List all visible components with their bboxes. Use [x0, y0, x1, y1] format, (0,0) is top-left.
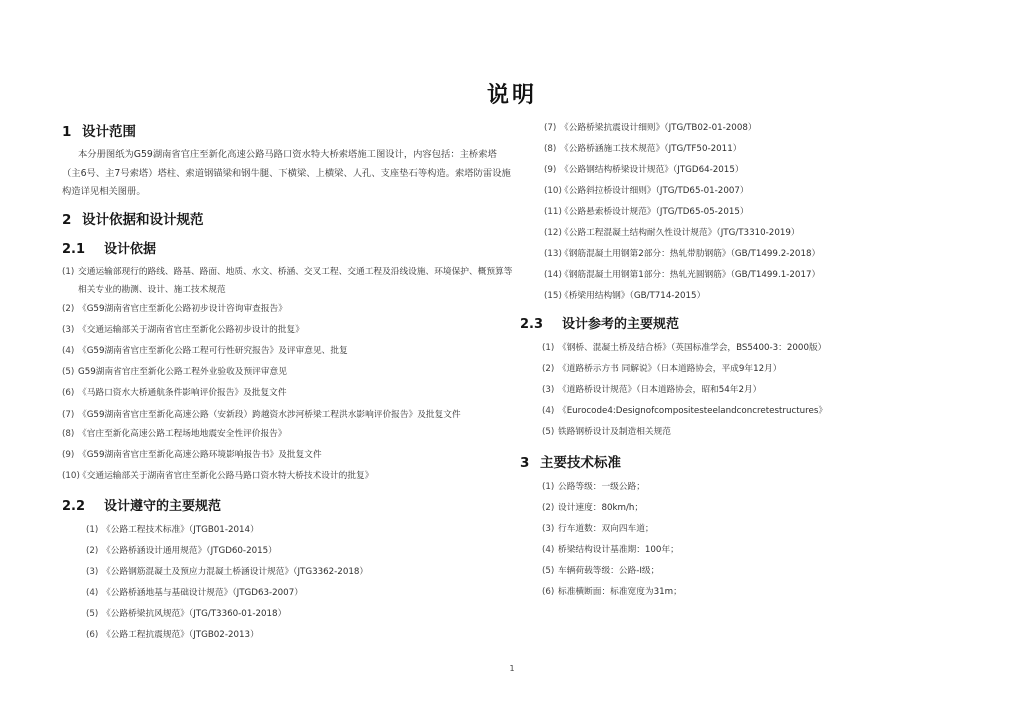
list-marker: (6): [86, 629, 99, 640]
list-item: [544, 202, 960, 223]
list-item-text: 《G59湖南省官庄至新化公路工程可行性研究报告》及评审意见、批复: [78, 345, 348, 356]
list-item-text: G59湖南省官庄至新化公路工程外业验收及预评审意见: [78, 366, 287, 377]
list-item-text: 《钢桥、混凝土桥及结合桥》（英国标准学会，BS5400-3：2000版）: [558, 343, 827, 353]
list-item-text: 车辆荷载等级：公路-I级；: [558, 566, 660, 576]
list-item-text: 《公路工程抗震规范》（JTGB02-2013）: [102, 629, 259, 640]
list-item-text: 设计速度：80km/h；: [558, 503, 644, 513]
list-item: [542, 561, 960, 582]
list-item: [62, 299, 514, 320]
list-item-text: 《钢筋混凝土用钢第1部分：热轧光圆钢筋》（GB/T1499.1-2017）: [560, 270, 821, 280]
list-item: [544, 139, 960, 160]
section-2-number: 2: [62, 211, 72, 228]
list-item: [62, 466, 514, 487]
list-item-text: 《公路桥梁抗风规范》（JTG/T3360-01-2018）: [102, 608, 287, 619]
section-3-number: 3: [520, 455, 530, 471]
section-1-paragraph: 本分册图纸为G59湖南省官庄至新化高速公路马路口资水特大桥索塔施工图设计，内容包括：主桥索塔（主6号、主7号索塔）塔柱、索道钢锚梁和钢牛腿、下横梁、上横梁、人孔、支座垫石等构造。索塔防雷设施构造详见相关图册。: [62, 149, 511, 197]
list-marker: (15): [544, 291, 562, 301]
left-column: [62, 112, 514, 646]
list-marker: (8): [62, 428, 75, 439]
section-2-2-title: 设计遵守的主要规范: [104, 498, 222, 514]
list-item-text: 《公路桥梁抗震设计细则》（JTG/TB02-01-2008）: [560, 123, 757, 133]
list-marker: (2): [86, 545, 99, 556]
section-2-heading: [62, 208, 514, 228]
list-marker: (5): [542, 427, 555, 437]
list-item: [544, 160, 960, 181]
list-item: [86, 604, 514, 625]
list-marker: (3): [86, 566, 99, 577]
list-marker: (1): [542, 482, 555, 492]
list-item-text: 《Eurocode4:Designofcompositesteelandconcretestructures》: [558, 406, 828, 416]
list-item: [62, 320, 514, 341]
standards-list-right: [520, 118, 960, 307]
section-2-3-number: 2.3: [520, 317, 544, 332]
list-item: [542, 477, 960, 498]
reference-list: [520, 338, 960, 443]
list-item-text: 《桥梁用结构钢》（GB/T714-2015）: [560, 291, 706, 301]
list-marker: (9): [544, 165, 557, 175]
list-item: [62, 341, 514, 362]
list-marker: (2): [542, 364, 555, 374]
list-item-text: 《道路桥设计规范》（日本道路协会，昭和54年2月）: [558, 385, 762, 395]
list-item-text: 《交通运输部关于湖南省官庄至新化公路初步设计的批复》: [78, 324, 304, 335]
section-2-3-heading: [520, 313, 960, 332]
list-item: [544, 286, 960, 307]
list-marker: (4): [62, 345, 75, 356]
list-marker: (6): [62, 387, 75, 398]
list-item-text: 标准横断面：标准宽度为31m；: [558, 587, 682, 597]
list-item-text: 《公路工程技术标准》（JTGB01-2014）: [102, 524, 259, 535]
list-item: [544, 181, 960, 202]
list-item: [544, 244, 960, 265]
section-2-1-title: 设计依据: [104, 241, 157, 257]
list-marker: (1): [542, 343, 555, 353]
list-marker: (13): [544, 249, 562, 259]
list-item: [62, 362, 514, 383]
list-marker: (9): [62, 449, 75, 460]
list-item: [86, 625, 514, 646]
list-marker: (12): [544, 228, 562, 238]
list-item-text: 《钢筋混凝土用钢第2部分：热轧带肋钢筋》（GB/T1499.2-2018）: [560, 249, 821, 259]
section-2-3-title: 设计参考的主要规范: [562, 317, 680, 332]
list-item: [544, 223, 960, 244]
list-item-text: 《公路钢结构桥梁设计规范》（JTGD64-2015）: [560, 165, 744, 175]
list-item: [542, 422, 960, 443]
list-item-text: 交通运输部现行的路线、路基、路面、地质、水文、桥涵、交叉工程、交通工程及沿线设施、环境保护、概预算等相关专业的勘测、设计、施工技术规范: [78, 266, 513, 295]
standards-list-left: [62, 520, 514, 646]
list-item: [542, 498, 960, 519]
list-item-text: 公路等级：一级公路；: [558, 482, 645, 492]
list-item-text: 《公路钢筋混凝土及预应力混凝土桥涵设计规范》（JTG3362-2018）: [102, 566, 369, 577]
list-item: [62, 406, 514, 424]
list-item-text: 《公路悬索桥设计规范》（JTG/TD65-05-2015）: [560, 207, 749, 217]
section-2-2-number: 2.2: [62, 498, 86, 514]
section-2-title: 设计依据和设计规范: [82, 211, 204, 228]
list-marker: (4): [542, 406, 555, 416]
list-marker: (4): [542, 545, 555, 555]
section-3-title: 主要技术标准: [540, 455, 621, 471]
list-item-text: 《公路工程混凝土结构耐久性设计规范》（JTG/T3310-2019）: [560, 228, 800, 238]
list-marker: (5): [86, 608, 99, 619]
list-item-text: 铁路钢桥设计及制造相关规范: [558, 427, 671, 437]
list-item-text: 《公路斜拉桥设计细则》（JTG/TD65-01-2007）: [560, 186, 749, 196]
list-item: [86, 562, 514, 583]
list-item: [542, 582, 960, 603]
list-marker: (7): [62, 409, 75, 420]
list-item-text: 《G59湖南省官庄至新化高速公路（安新段）跨越资水涉河桥梁工程洪水影响评价报告》及批复文件: [78, 409, 461, 420]
list-item-text: 《公路桥涵地基与基础设计规范》（JTGD63-2007）: [102, 587, 303, 598]
list-item: [86, 583, 514, 604]
list-item: [544, 118, 960, 139]
section-2-2-heading: [62, 495, 514, 514]
technical-standards-list: [520, 477, 960, 603]
list-marker: (5): [62, 366, 75, 377]
section-3-heading: [520, 451, 960, 471]
section-1-heading: [62, 120, 514, 140]
list-marker: (1): [62, 266, 75, 277]
list-marker: (10): [62, 470, 80, 481]
section-2-1-heading: [62, 238, 514, 257]
list-marker: (7): [544, 123, 557, 133]
list-marker: (2): [62, 303, 75, 314]
list-item-text: 行车道数：双向四车道；: [558, 524, 654, 534]
list-item: [542, 359, 960, 380]
list-marker: (14): [544, 270, 562, 280]
list-item-text: 《公路桥涵设计通用规范》（JTGD60-2015）: [102, 545, 277, 556]
page-title: 说明: [486, 83, 537, 108]
list-marker: (3): [542, 524, 555, 534]
list-item-text: 《交通运输部关于湖南省官庄至新化公路马路口资水特大桥技术设计的批复》: [78, 470, 374, 481]
list-marker: (11): [544, 207, 562, 217]
list-item-text: 《道路桥示方书 同解说》（日本道路协会，平成9年12月）: [558, 364, 782, 374]
list-marker: (2): [542, 503, 555, 513]
list-item: [62, 383, 514, 404]
list-marker: (4): [86, 587, 99, 598]
list-marker: (3): [62, 324, 75, 335]
list-item: [542, 540, 960, 561]
list-marker: (8): [544, 144, 557, 154]
list-marker: (5): [542, 566, 555, 576]
list-marker: (6): [542, 587, 555, 597]
list-item: [86, 541, 514, 562]
list-item-text: 《公路桥涵施工技术规范》（JTG/TF50-2011）: [560, 144, 742, 154]
list-item-text: 《官庄至新化高速公路工程场地地震安全性评价报告》: [78, 428, 287, 439]
list-item: [542, 519, 960, 540]
section-1-title: 设计范围: [82, 124, 136, 140]
list-item: [86, 520, 514, 541]
list-item: [542, 401, 960, 422]
right-column: [520, 118, 960, 603]
list-item: [544, 265, 960, 286]
page-number: 1: [509, 664, 515, 673]
list-item: [62, 424, 514, 445]
list-item: [542, 380, 960, 401]
list-item-text: 《G59湖南省官庄至新化高速公路环境影响报告书》及批复文件: [78, 449, 322, 460]
list-item: [62, 263, 514, 299]
list-item: [62, 445, 514, 466]
list-marker: (3): [542, 385, 555, 395]
section-2-1-number: 2.1: [62, 241, 86, 257]
list-marker: (10): [544, 186, 562, 196]
list-item-text: 桥梁结构设计基准期：100年；: [558, 545, 679, 555]
design-basis-list: [62, 263, 514, 487]
list-item: [542, 338, 960, 359]
list-item-text: 《G59湖南省官庄至新化公路初步设计咨询审查报告》: [78, 303, 287, 314]
list-marker: (1): [86, 524, 99, 535]
list-item-text: 《马路口资水大桥通航条件影响评价报告》及批复文件: [78, 387, 287, 398]
section-1-number: 1: [62, 124, 72, 140]
